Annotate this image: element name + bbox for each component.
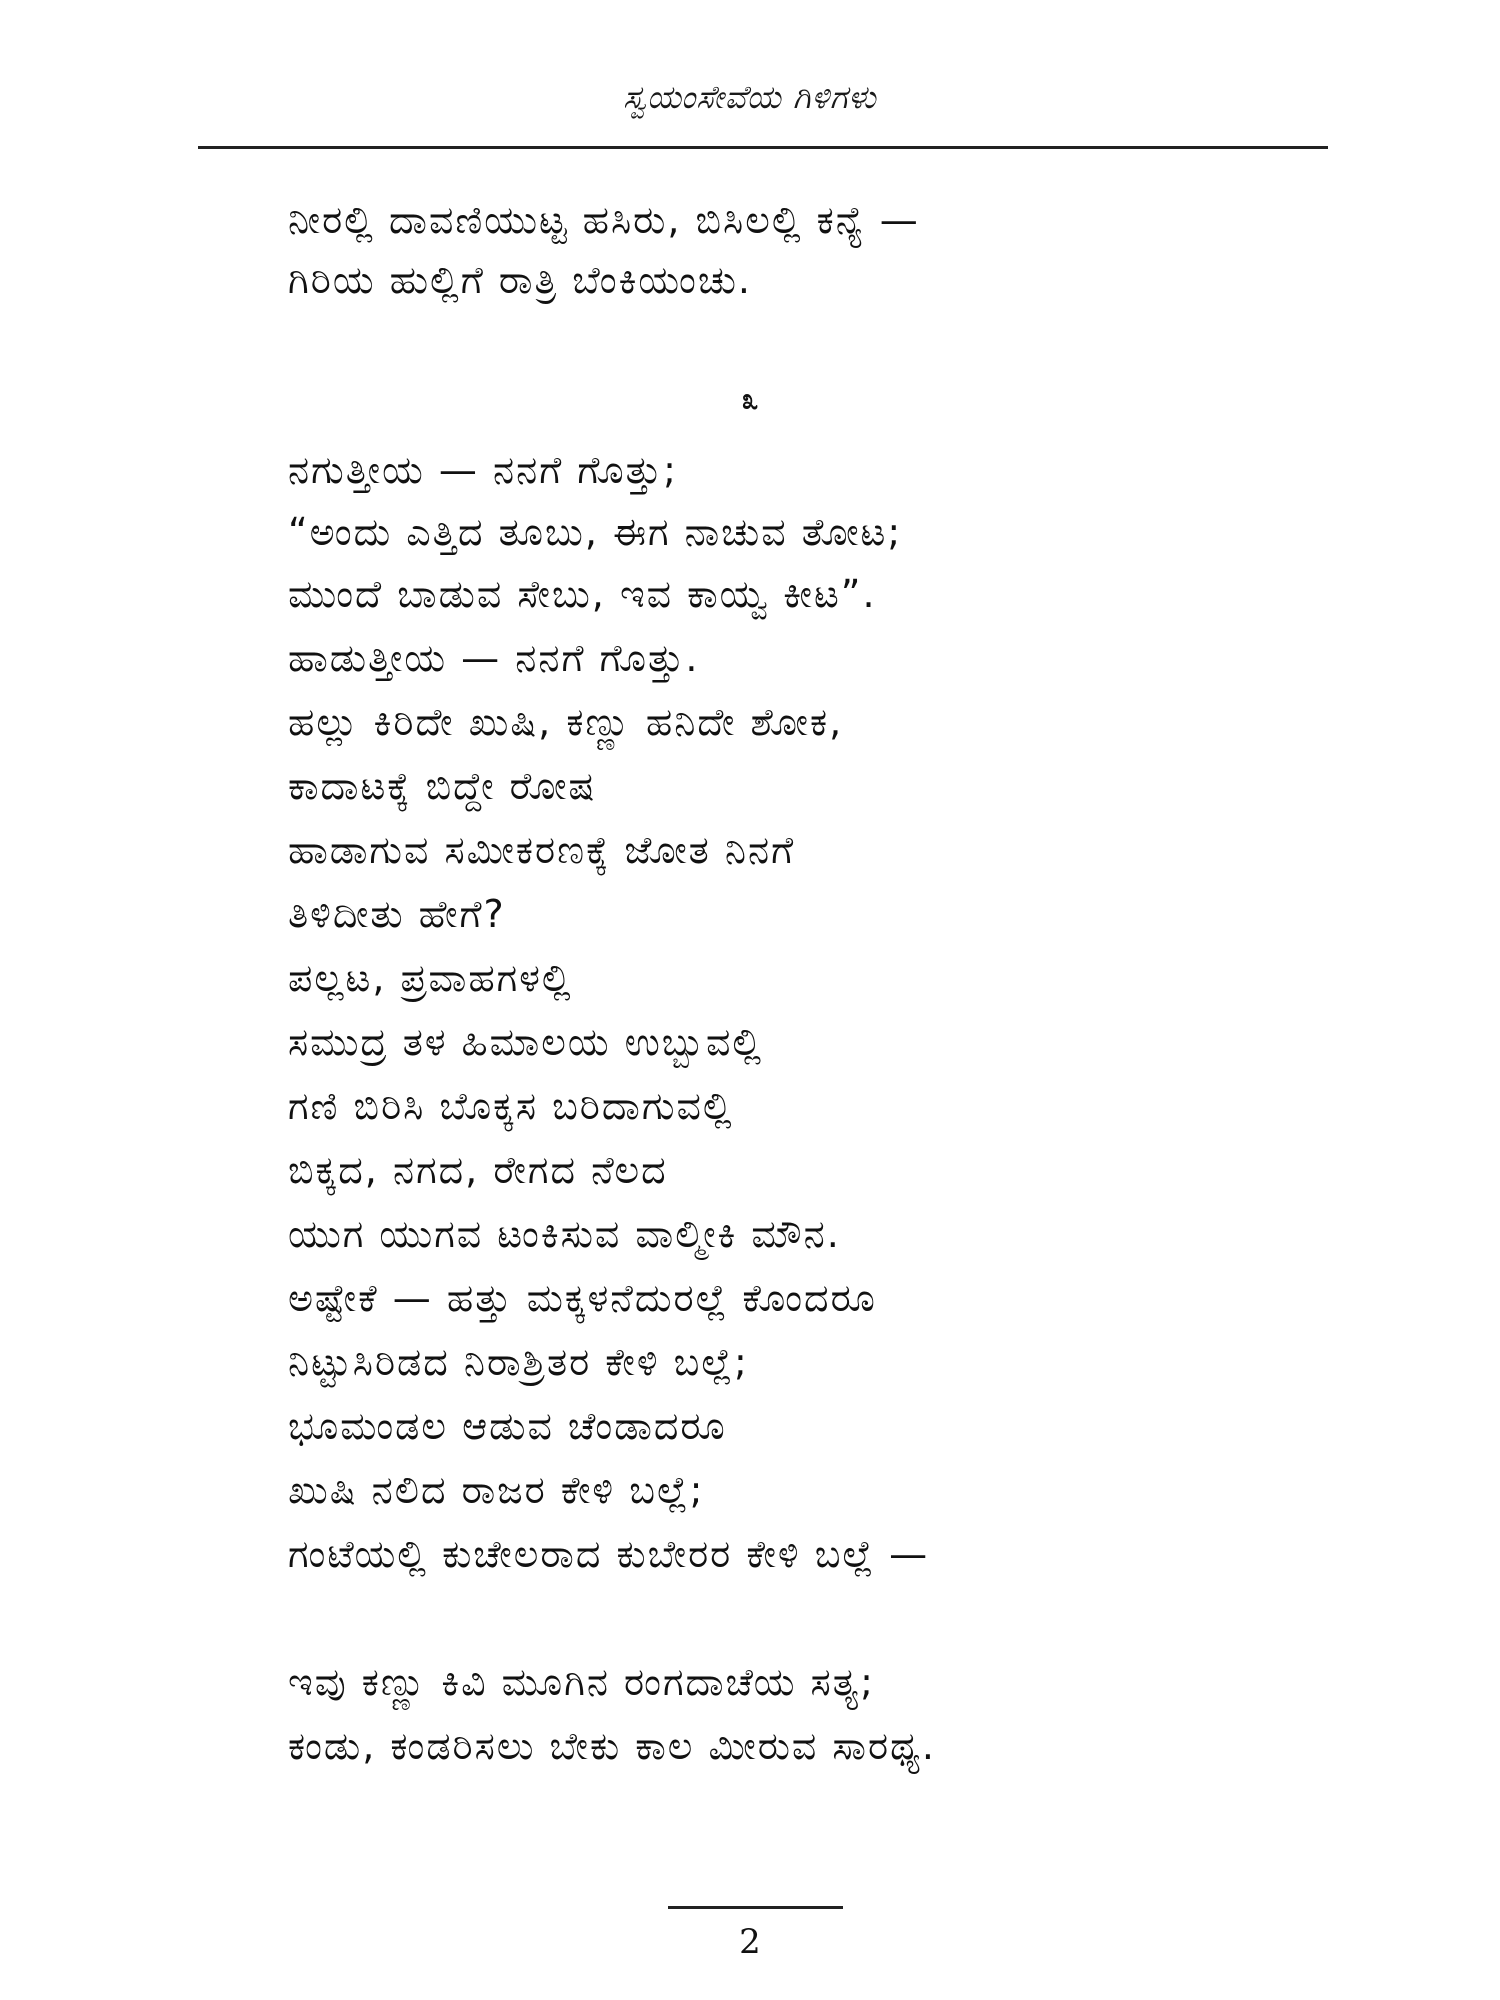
poem-line: ನಗುತ್ತೀಯ — ನನಗೆ ಗೊತ್ತು; xyxy=(288,448,678,492)
poem-line: ಬಿಕ್ಕದ, ನಗದ, ರೇಗದ ನೆಲದ xyxy=(288,1148,668,1192)
poem-line: ಪಲ್ಲಟ, ಪ್ರವಾಹಗಳಲ್ಲಿ xyxy=(288,956,573,1000)
header-rule xyxy=(198,146,1328,149)
page-number: 2 xyxy=(739,1922,761,1962)
poem-line: ಖುಷಿ ನಲಿದ ರಾಜರ ಕೇಳಿ ಬಲ್ಲೆ; xyxy=(288,1468,705,1512)
poem-line: ಗಣಿ ಬಿರಿಸಿ ಬೊಕ್ಕಸ ಬರಿದಾಗುವಲ್ಲಿ xyxy=(288,1084,734,1128)
footer-rule xyxy=(668,1906,843,1909)
poem-line: ಸಮುದ್ರ ತಳ ಹಿಮಾಲಯ ಉಬ್ಬುವಲ್ಲಿ xyxy=(288,1020,764,1064)
poem-line: ಹಾಡುತ್ತೀಯ — ನನಗೆ ಗೊತ್ತು. xyxy=(288,636,700,680)
poem-line: ಹಲ್ಲು ಕಿರಿದೇ ಖುಷಿ, ಕಣ್ಣು ಹನಿದೇ ಶೋಕ, xyxy=(288,700,844,744)
poem-line: ಇವು ಕಣ್ಣು ಕಿವಿ ಮೂಗಿನ ರಂಗದಾಚೆಯ ಸತ್ಯ; xyxy=(288,1660,875,1704)
poem-line: ಕಾದಾಟಕ್ಕೆ ಬಿದ್ದೇ ರೋಷ xyxy=(288,764,597,808)
poem-line: ನಿಟ್ಟುಸಿರಿಡದ ನಿರಾಶ್ರಿತರ ಕೇಳಿ ಬಲ್ಲೆ; xyxy=(288,1340,749,1384)
poem-line: ಹಾಡಾಗುವ ಸಮೀಕರಣಕ್ಕೆ ಜೋತ ನಿನಗೆ xyxy=(288,828,796,872)
poem-line: ಕಂಡು, ಕಂಡರಿಸಲು ಬೇಕು ಕಾಲ ಮೀರುವ ಸಾರಥ್ಯ. xyxy=(288,1724,936,1768)
poem-line: ಯುಗ ಯುಗವ ಟಂಕಿಸುವ ವಾಲ್ಮೀಕಿ ಮೌನ. xyxy=(288,1212,841,1256)
poem-line: ಅಷ್ಟೇಕೆ — ಹತ್ತು ಮಕ್ಕಳನೆದುರಲ್ಲೆ ಕೊಂದರೂ xyxy=(288,1276,877,1320)
poem-line: ಭೂಮಂಡಲ ಆಡುವ ಚೆಂಡಾದರೂ xyxy=(288,1404,727,1448)
poem-line: ಗಂಟೆಯಲ್ಲಿ ಕುಚೇಲರಾದ ಕುಬೇರರ ಕೇಳಿ ಬಲ್ಲೆ — xyxy=(288,1532,930,1576)
poem-line: ಗಿರಿಯ ಹುಲ್ಲಿಗೆ ರಾತ್ರಿ ಬೆಂಕಿಯಂಚು. xyxy=(288,258,753,302)
running-title: ಸ್ವಯಂಸೇವೆಯ ಗಿಳಿಗಳು xyxy=(623,78,877,116)
section-number: ೩ xyxy=(741,382,759,417)
poem-line: ತಿಳಿದೀತು ಹೇಗೆ? xyxy=(288,892,506,936)
poem-line: ನೀರಲ್ಲಿ ದಾವಣಿಯುಟ್ಟ ಹಸಿರು, ಬಿಸಿಲಲ್ಲಿ ಕನ್ಯೆ — xyxy=(288,198,920,242)
poem-line: ಮುಂದೆ ಬಾಡುವ ಸೇಬು, ಇವ ಕಾಯ್ವ ಕೀಟ”. xyxy=(288,572,877,616)
poem-line: “ಅಂದು ಎತ್ತಿದ ತೂಬು, ಈಗ ನಾಚುವ ತೋಟ; xyxy=(288,510,903,554)
